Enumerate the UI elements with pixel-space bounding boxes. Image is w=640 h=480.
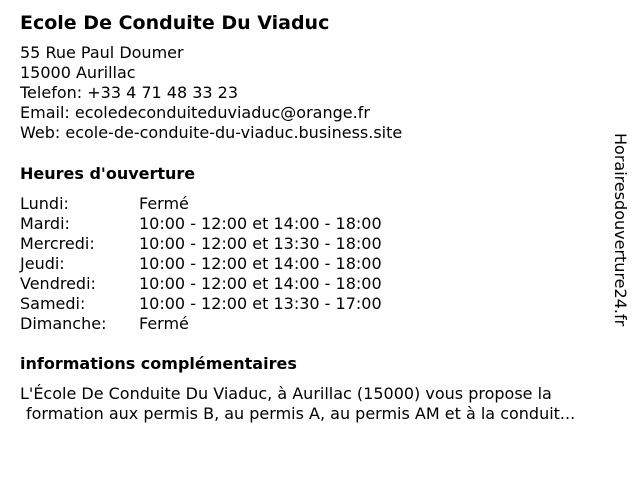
day-label: Samedi:	[20, 294, 86, 313]
info-heading: informations complémentaires	[20, 354, 297, 373]
time-value: 10:00 - 12:00 et 14:00 - 18:00	[139, 274, 382, 293]
address-line-street: 55 Rue Paul Doumer	[20, 43, 184, 62]
day-label: Mardi:	[20, 214, 70, 233]
day-label: Dimanche:	[20, 314, 107, 333]
email-line: Email: ecoledeconduiteduviaduc@orange.fr	[20, 103, 370, 122]
info-line: L'École De Conduite Du Viaduc, à Aurillac (15000) vous propose la	[20, 384, 552, 403]
business-name: Ecole De Conduite Du Viaduc	[20, 12, 330, 34]
web-line: Web: ecole-de-conduite-du-viaduc.business.site	[20, 123, 403, 142]
phone-line: Telefon: +33 4 71 48 33 23	[20, 83, 239, 102]
hours-heading: Heures d'ouverture	[20, 164, 196, 183]
day-label: Lundi:	[20, 194, 69, 213]
time-value: Fermé	[139, 314, 189, 333]
time-value: 10:00 - 12:00 et 14:00 - 18:00	[139, 214, 382, 233]
info-line: formation aux permis B, au permis A, au permis AM et à la conduit...	[26, 404, 576, 423]
day-label: Jeudi:	[20, 254, 65, 273]
time-value: 10:00 - 12:00 et 14:00 - 18:00	[139, 254, 382, 273]
day-label: Mercredi:	[20, 234, 95, 253]
time-value: Fermé	[139, 194, 189, 213]
day-label: Vendredi:	[20, 274, 96, 293]
address-line-city: 15000 Aurillac	[20, 63, 136, 82]
site-watermark: Horairesdouverture24.fr	[611, 133, 630, 327]
time-value: 10:00 - 12:00 et 13:30 - 17:00	[139, 294, 382, 313]
info-description	[20, 384, 575, 424]
contact-block	[20, 43, 402, 143]
time-value: 10:00 - 12:00 et 13:30 - 18:00	[139, 234, 382, 253]
